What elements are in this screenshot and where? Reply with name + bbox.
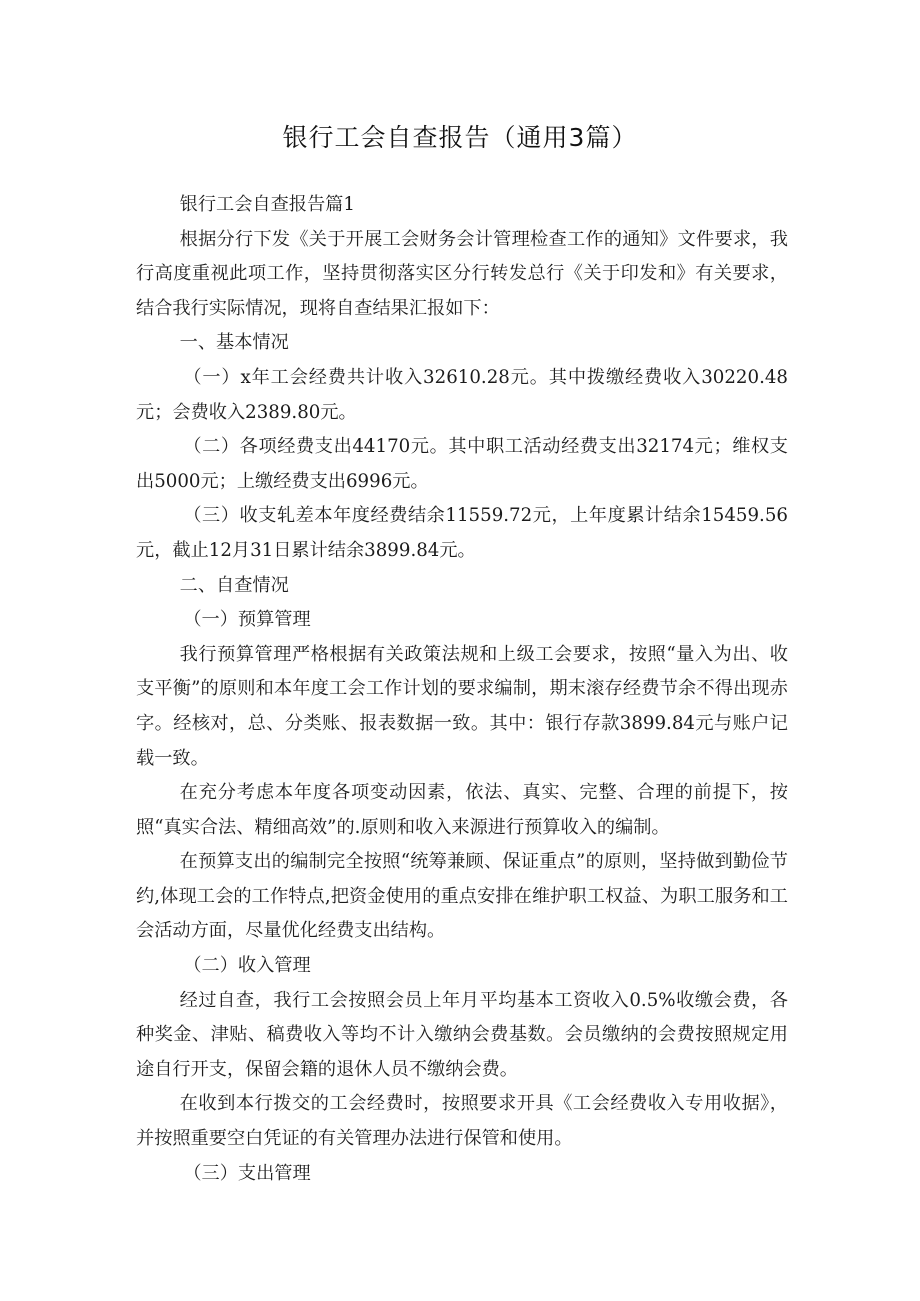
subheading-income-management: （二）收入管理 (183, 955, 311, 977)
section-heading-basic-situation: 一、基本情况 (179, 332, 289, 354)
paragraph-income-mgmt-2: 在收到本行拨交的工会经费时，按照要求开具《工会经费收入专用收据》，并按照重要空白凭证的有关管理办法进行保管和使用。 (136, 1093, 788, 1150)
document-body (136, 188, 788, 1191)
paragraph-budget-1: 我行预算管理严格根据有关政策法规和上级工会要求，按照“量入为出、收支平衡”的原则和本年度工会工作计划的要求编制，期末滚存经费节余不得出现赤字。经核对，总、分类账、报表数据一致。其中：银行存款3899.84元与账户记载一致。 (136, 643, 788, 769)
paragraph-expenditure: （二）各项经费支出44170元。其中职工活动经费支出32174元；维权支出5000元；上缴经费支出6996元。 (136, 436, 788, 492)
paragraph-balance: （三）收支轧差本年度经费结余11559.72元，上年度累计结余15459.56元，截止12月31日累计结余3899.84元。 (136, 505, 788, 561)
subheading-expenditure-management: （三）支出管理 (183, 1162, 311, 1184)
paragraph-budget-2: 在充分考虑本年度各项变动因素，依法、真实、完整、合理的前提下，按照“真实合法、精细高效”的.原则和收入来源进行预算收入的编制。 (136, 782, 788, 838)
section-heading-self-check: 二、自查情况 (179, 574, 289, 596)
document-title: 银行工会自查报告（通用3篇） (282, 123, 638, 152)
paragraph-intro: 根据分行下发《关于开展工会财务会计管理检查工作的通知》文件要求，我行高度重视此项工作，坚持贯彻落实区分行转发总行《关于印发和》有关要求，结合我行实际情况，现将自查结果汇报如下： (136, 228, 788, 319)
paragraph-budget-3: 在预算支出的编制完全按照“统筹兼顾、保证重点”的原则，坚持做到勤俭节约,体现工会的工作特点,把资金使用的重点安排在维护职工权益、为职工服务和工会活动方面，尽量优化经费支出结构。 (136, 851, 788, 942)
section-heading-article-1: 银行工会自查报告篇1 (179, 194, 355, 215)
paragraph-income: （一）x年工会经费共计收入32610.28元。其中拨缴经费收入30220.48元；会费收入2389.80元。 (136, 366, 788, 423)
paragraph-income-mgmt-1: 经过自查，我行工会按照会员上年月平均基本工资收入0.5%收缴会费，各种奖金、津贴、稿费收入等均不计入缴纳会费基数。会员缴纳的会费按照规定用途自行开支，保留会籍的退休人员不缴纳会费。 (136, 989, 788, 1080)
subheading-budget-management: （一）预算管理 (183, 609, 311, 631)
